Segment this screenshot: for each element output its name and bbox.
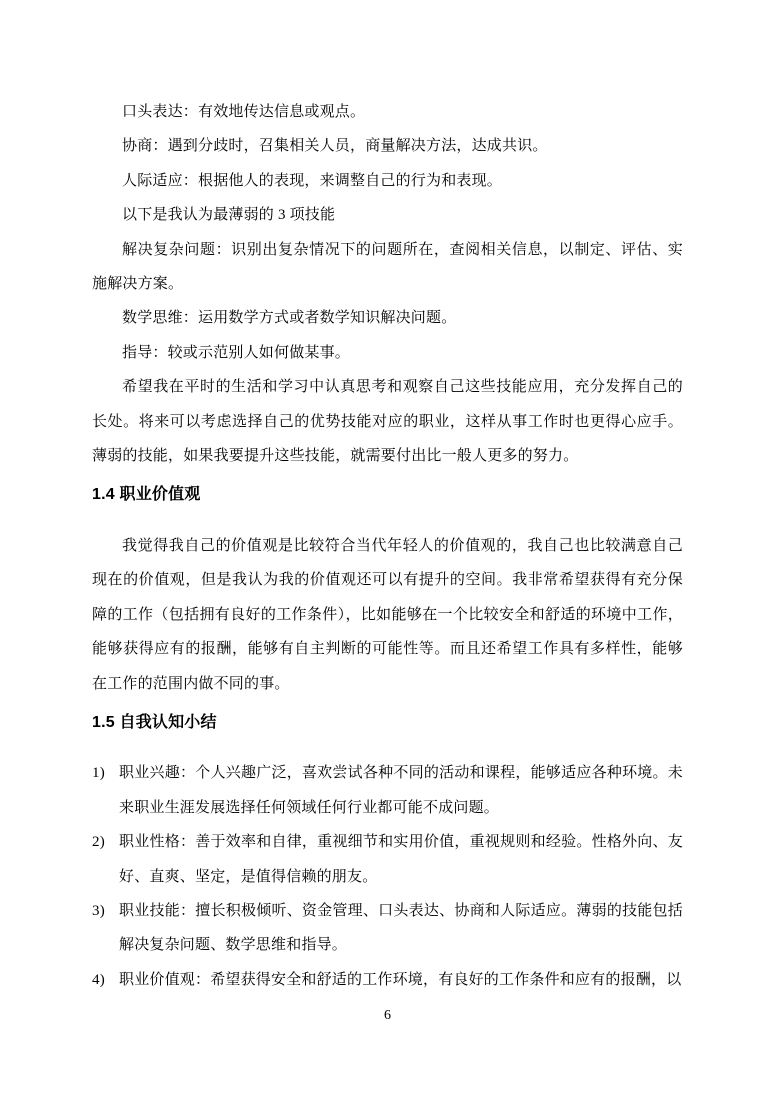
document-content — [92, 95, 683, 997]
page-footer — [92, 1005, 683, 1027]
body-paragraph: 我觉得我自己的价值观是比较符合当代年轻人的价值观的，我自己也比较满意自己现在的价值观，但是我认为我的价值观还可以有提升的空间。我非常希望获得有充分保障的工作（包括拥有良好的工作条件），比如能够在一个比较安全和舒适的环境中工作，能够获得应有的报酬，能够有自主判断的可能性等。而且还希望工作具有多样性，能够在工作的范围内做不同的事。 — [92, 537, 683, 692]
body-paragraph: 数学思维：运用数学方式或者数学知识解决问题。 — [122, 310, 457, 327]
body-paragraph: 希望我在平时的生活和学习中认真思考和观察自己这些技能应用，充分发挥自己的长处。将来可以考虑选择自己的优势技能对应的职业，这样从事工作时也更得心应手。薄弱的技能，如果我要提升这些技能，就需要付出比一般人更多的努力。 — [92, 379, 683, 465]
body-paragraph: 口头表达：有效地传达信息或观点。 — [122, 104, 366, 120]
body-paragraph: 协商：遇到分歧时，召集相关人员，商量解决方法，达成共识。 — [122, 138, 548, 155]
list-item-text: 职业兴趣：个人兴趣广泛，喜欢尝试各种不同的活动和课程，能够适应各种环境。未来职业生涯发展选择任何领域任何行业都可能不成问题。 — [119, 765, 683, 816]
body-paragraph: 解决复杂问题：识别出复杂情况下的问题所在，查阅相关信息，以制定、评估、实施解决方案。 — [92, 241, 683, 293]
page-number: 6 — [384, 1008, 391, 1023]
list-item-marker: 3) — [92, 902, 105, 919]
section-heading-1-4: 1.4 职业价值观 — [92, 486, 201, 504]
list-item — [92, 756, 683, 825]
list-item-text: 职业性格：善于效率和自律，重视细节和实用价值，重视规则和经验。性格外向、友好、直爽、坚定，是值得信赖的朋友。 — [119, 834, 683, 885]
body-paragraph: 指导：较或示范别人如何做某事。 — [122, 344, 351, 361]
list-item — [92, 825, 683, 894]
list-item-marker: 1) — [92, 765, 105, 782]
section-heading-1-5: 1.5 自我认知小结 — [92, 713, 217, 731]
list-item-marker: 4) — [92, 971, 105, 988]
body-paragraph: 人际适应：根据他人的表现，来调整自己的行为和表现。 — [122, 172, 503, 189]
list-item-marker: 2) — [92, 834, 105, 851]
list-item — [92, 894, 683, 963]
list-item-text: 职业价值观：希望获得安全和舒适的工作环境，有良好的工作条件和应有的报酬，以 — [119, 971, 682, 988]
list-item-text: 职业技能：擅长积极倾听、资金管理、口头表达、协商和人际适应。薄弱的技能包括解决复杂问题、数学思维和指导。 — [119, 902, 683, 954]
body-paragraph: 以下是我认为最薄弱的 3 项技能 — [122, 207, 336, 224]
summary-list — [92, 756, 683, 997]
list-item — [92, 963, 683, 997]
